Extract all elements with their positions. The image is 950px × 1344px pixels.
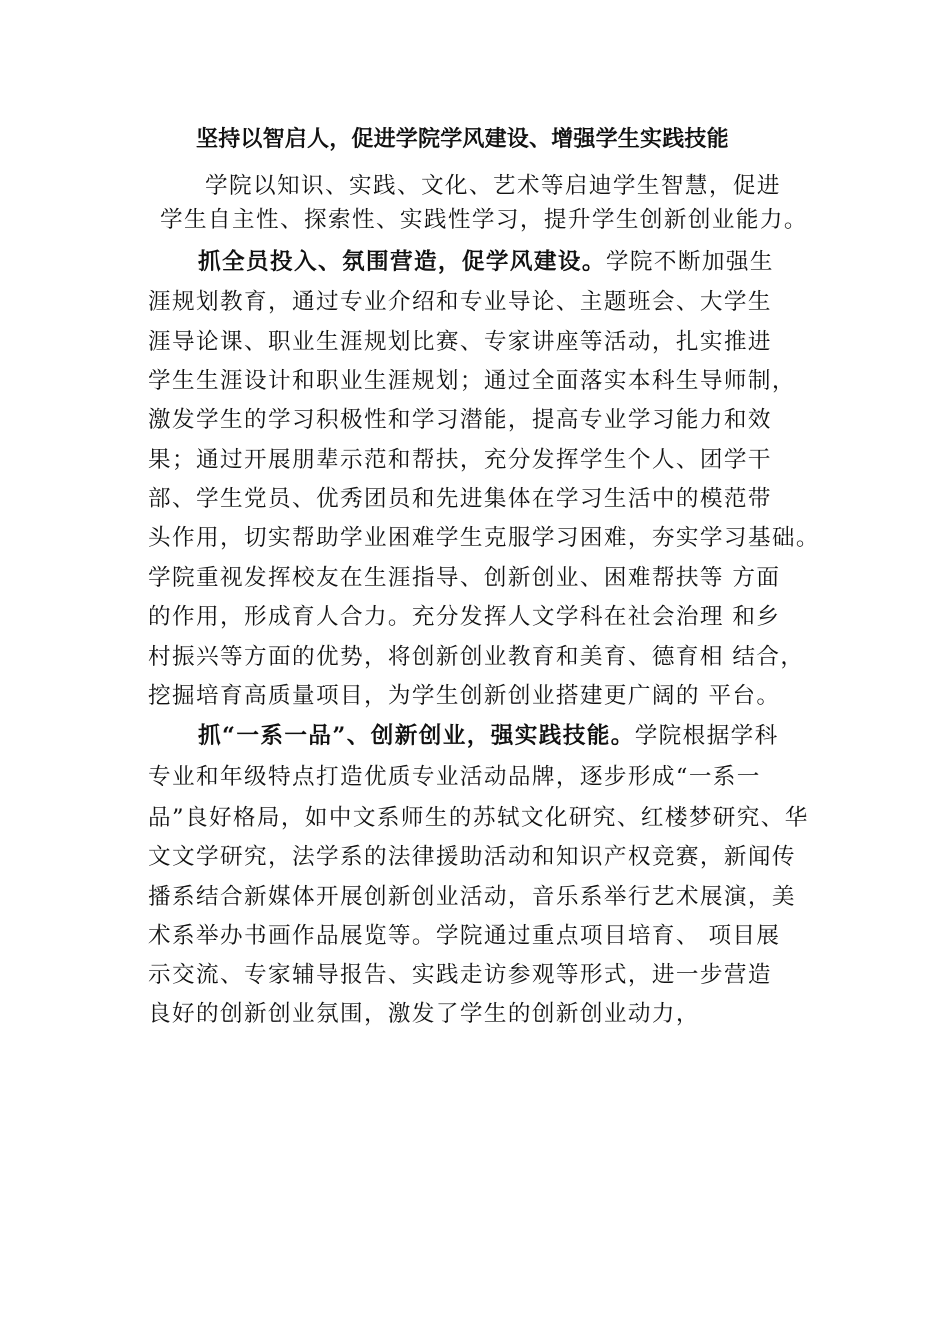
text-line: 学院重视发挥校友在生涯指导、创新创业、困难帮扶等 方面	[148, 565, 781, 591]
text-line: 头作用，切实帮助学业困难学生克服学习困难，夯实学习基础。	[148, 525, 820, 551]
text-line: 果；通过开展朋辈示范和帮扶，充分发挥学生个人、团学干	[148, 447, 772, 473]
text-line: 涯导论课、职业生涯规划比赛、专家讲座等活动，扎实推进	[148, 329, 772, 355]
text-line: 村振兴等方面的优势，将创新创业教育和美育、德育相 结合，	[148, 644, 805, 670]
text-line: 学生自主性、探索性、实践性学习，提升学生创新创业能力。	[160, 207, 808, 233]
text-line: 挖掘培育高质量项目，为学生创新创业搭建更广阔的 平台。	[148, 683, 781, 709]
paragraph-line	[198, 245, 774, 279]
paragraph-line	[198, 719, 779, 753]
text-line: 良好的创新创业氛围，激发了学生的创新创业动力，	[148, 1001, 700, 1027]
document-title: 坚持以智启人，促进学院学风建设、增强学生实践技能	[196, 127, 729, 152]
text-line: 学生生涯设计和职业生涯规划；通过全面落实本科生导师制，	[148, 368, 796, 394]
text-line: 部、学生党员、优秀团员和先进集体在学习生活中的模范带	[148, 486, 772, 512]
section-heading: 抓“一系一品”、创新创业，强实践技能。	[198, 723, 635, 749]
text-line: 示交流、专家辅导报告、实践走访参观等形式，进一步营造	[148, 962, 772, 988]
text-line: 文文学研究，法学系的法律援助活动和知识产权竞赛，新闻传	[148, 844, 796, 870]
text-line: 术系举办书画作品展览等。学院通过重点项目培育、 项目展	[148, 923, 781, 949]
section-heading: 抓全员投入、氛围营造，促学风建设。	[198, 249, 606, 275]
text-run: 学院根据学科	[634, 723, 779, 749]
text-line: 播系结合新媒体开展创新创业活动，音乐系举行艺术展演，美	[148, 884, 796, 910]
text-line: 的作用，形成育人合力。充分发挥人文学科在社会治理 和乡	[148, 604, 781, 630]
text-run: 学院不断加强生	[605, 249, 774, 275]
text-line: 品”良好格局，如中文系师生的苏轼文化研究、红楼梦研究、华	[148, 805, 809, 831]
text-line: 激发学生的学习积极性和学习潜能，提高专业学习能力和效	[148, 407, 772, 433]
text-line: 专业和年级特点打造优质专业活动品牌，逐步形成“一系一	[148, 764, 761, 790]
text-line: 学院以知识、实践、文化、艺术等启迪学生智慧，促进	[205, 173, 781, 199]
text-line: 涯规划教育，通过专业介绍和专业导论、主题班会、大学生	[148, 289, 772, 315]
